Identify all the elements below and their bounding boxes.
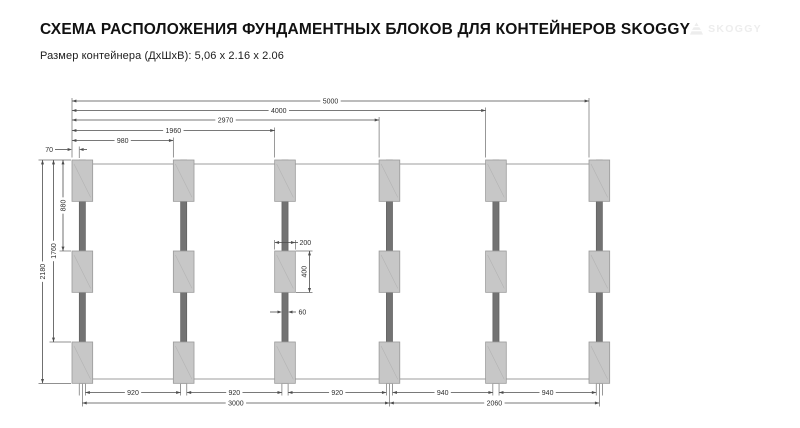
- container-size-subtitle: Размер контейнера (ДхШхВ): 5,06 x 2.16 x 2.06: [40, 50, 284, 62]
- dim-label: 5000: [322, 98, 339, 106]
- dim-label: 70: [45, 146, 53, 154]
- dim-label: 920: [331, 389, 344, 397]
- dim-label: 980: [116, 137, 129, 145]
- dim-label: 940: [436, 389, 449, 397]
- page-title: СХЕМА РАСПОЛОЖЕНИЯ ФУНДАМЕНТНЫХ БЛОКОВ ДЛЯ КОНТЕЙНЕРОВ SKOGGY: [40, 21, 691, 38]
- dim-label: 940: [541, 389, 554, 397]
- bottom-dimensions: [82, 389, 599, 408]
- dim-label: 920: [127, 389, 139, 397]
- left-dimensions: [38, 160, 67, 383]
- dim-label: 200: [299, 239, 312, 247]
- dim-label: 400: [301, 265, 309, 278]
- dim-label: 2180: [39, 263, 47, 280]
- top-dimensions: [45, 97, 589, 154]
- container-outline: [72, 164, 610, 379]
- dim-label: 3000: [228, 400, 244, 408]
- dim-label: 1960: [165, 127, 182, 135]
- dim-label: 2970: [217, 117, 234, 125]
- dim-label: 2060: [486, 400, 503, 408]
- skoggy-logo-text: SKOGGY: [708, 23, 762, 35]
- dim-label: 60: [298, 309, 307, 317]
- dim-label: 1760: [50, 243, 58, 259]
- dim-label: 4000: [271, 107, 287, 115]
- foundation-columns: [72, 160, 610, 383]
- dim-label: 920: [228, 389, 241, 397]
- dim-label: 880: [60, 199, 68, 212]
